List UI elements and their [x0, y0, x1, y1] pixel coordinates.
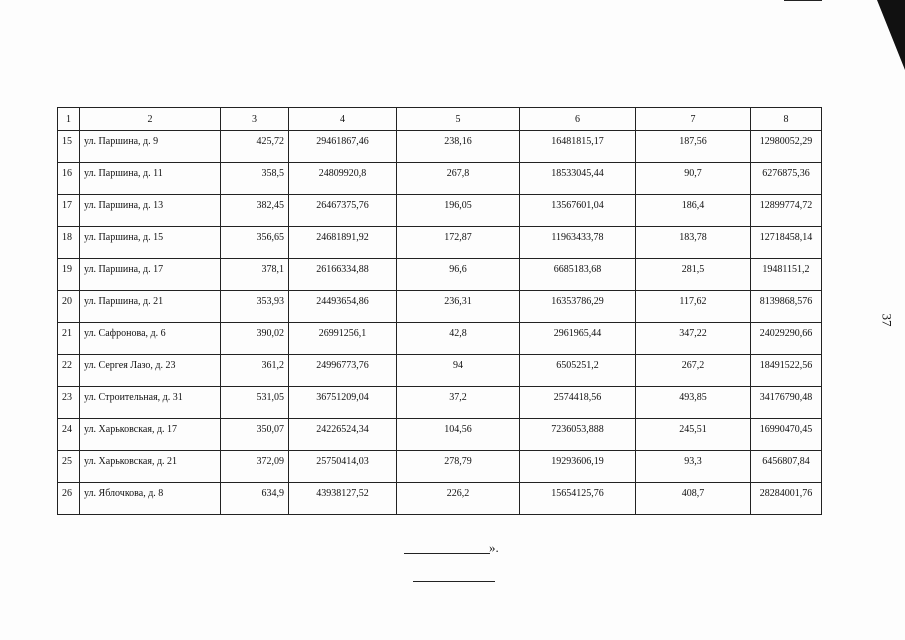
row-number: 16 — [58, 163, 80, 195]
value-cell: 382,45 — [221, 195, 289, 227]
row-number: 23 — [58, 387, 80, 419]
address-cell: ул. Паршина, д. 9 — [80, 131, 221, 163]
table-row — [58, 483, 822, 515]
value-cell: 493,85 — [636, 387, 751, 419]
value-cell: 7236053,888 — [520, 419, 636, 451]
value-cell: 408,7 — [636, 483, 751, 515]
value-cell: 2961965,44 — [520, 323, 636, 355]
value-cell: 8139868,576 — [751, 291, 822, 323]
value-cell: 196,05 — [397, 195, 520, 227]
value-cell: 104,56 — [397, 419, 520, 451]
value-cell: 238,16 — [397, 131, 520, 163]
address-cell: ул. Паршина, д. 13 — [80, 195, 221, 227]
table-row — [58, 291, 822, 323]
value-cell: 278,79 — [397, 451, 520, 483]
data-table — [57, 107, 822, 515]
value-cell: 6456807,84 — [751, 451, 822, 483]
value-cell: 19293606,19 — [520, 451, 636, 483]
value-cell: 245,51 — [636, 419, 751, 451]
value-cell: 350,07 — [221, 419, 289, 451]
value-cell: 281,5 — [636, 259, 751, 291]
row-number: 17 — [58, 195, 80, 227]
header-cell-1: 1 — [58, 108, 80, 131]
value-cell: 96,6 — [397, 259, 520, 291]
header-cell-8: 8 — [751, 108, 822, 131]
value-cell: 390,02 — [221, 323, 289, 355]
value-cell: 6276875,36 — [751, 163, 822, 195]
header-cell-4: 4 — [289, 108, 397, 131]
table-row — [58, 355, 822, 387]
value-cell: 24029290,66 — [751, 323, 822, 355]
value-cell: 11963433,78 — [520, 227, 636, 259]
value-cell: 16990470,45 — [751, 419, 822, 451]
value-cell: 2574418,56 — [520, 387, 636, 419]
value-cell: 6685183,68 — [520, 259, 636, 291]
value-cell: 378,1 — [221, 259, 289, 291]
row-number: 19 — [58, 259, 80, 291]
value-cell: 36751209,04 — [289, 387, 397, 419]
header-cell-5: 5 — [397, 108, 520, 131]
footer-closing-quote: ». — [489, 540, 499, 555]
value-cell: 226,2 — [397, 483, 520, 515]
value-cell: 425,72 — [221, 131, 289, 163]
value-cell: 24996773,76 — [289, 355, 397, 387]
value-cell: 531,05 — [221, 387, 289, 419]
table-row — [58, 259, 822, 291]
address-cell: ул. Паршина, д. 21 — [80, 291, 221, 323]
table-row — [58, 163, 822, 195]
row-number: 26 — [58, 483, 80, 515]
value-cell: 356,65 — [221, 227, 289, 259]
value-cell: 26166334,88 — [289, 259, 397, 291]
value-cell: 186,4 — [636, 195, 751, 227]
row-number: 22 — [58, 355, 80, 387]
header-cell-3: 3 — [221, 108, 289, 131]
address-cell: ул. Паршина, д. 11 — [80, 163, 221, 195]
address-cell: ул. Яблочкова, д. 8 — [80, 483, 221, 515]
address-cell: ул. Сергея Лазо, д. 23 — [80, 355, 221, 387]
header-cell-6: 6 — [520, 108, 636, 131]
value-cell: 26991256,1 — [289, 323, 397, 355]
value-cell: 361,2 — [221, 355, 289, 387]
table-row — [58, 451, 822, 483]
address-cell: ул. Сафронова, д. 6 — [80, 323, 221, 355]
footer-blank-line — [404, 553, 490, 554]
value-cell: 24809920,8 — [289, 163, 397, 195]
table-header-row — [58, 108, 822, 131]
row-number: 15 — [58, 131, 80, 163]
value-cell: 358,5 — [221, 163, 289, 195]
address-cell: ул. Харьковская, д. 17 — [80, 419, 221, 451]
value-cell: 24681891,92 — [289, 227, 397, 259]
value-cell: 28284001,76 — [751, 483, 822, 515]
value-cell: 12980052,29 — [751, 131, 822, 163]
address-cell: ул. Паршина, д. 17 — [80, 259, 221, 291]
value-cell: 187,56 — [636, 131, 751, 163]
table-body — [58, 131, 822, 515]
value-cell: 26467375,76 — [289, 195, 397, 227]
value-cell: 34176790,48 — [751, 387, 822, 419]
value-cell: 16481815,17 — [520, 131, 636, 163]
value-cell: 372,09 — [221, 451, 289, 483]
value-cell: 353,93 — [221, 291, 289, 323]
row-number: 18 — [58, 227, 80, 259]
header-cell-2: 2 — [80, 108, 221, 131]
address-cell: ул. Строительная, д. 31 — [80, 387, 221, 419]
table-row — [58, 195, 822, 227]
value-cell: 90,7 — [636, 163, 751, 195]
table-row — [58, 131, 822, 163]
header-cell-7: 7 — [636, 108, 751, 131]
value-cell: 267,2 — [636, 355, 751, 387]
value-cell: 94 — [397, 355, 520, 387]
value-cell: 6505251,2 — [520, 355, 636, 387]
value-cell: 43938127,52 — [289, 483, 397, 515]
row-number: 24 — [58, 419, 80, 451]
table-row — [58, 387, 822, 419]
value-cell: 634,9 — [221, 483, 289, 515]
top-rule — [784, 0, 822, 1]
value-cell: 25750414,03 — [289, 451, 397, 483]
footer-separator-line — [413, 581, 495, 582]
value-cell: 24226524,34 — [289, 419, 397, 451]
value-cell: 236,31 — [397, 291, 520, 323]
row-number: 20 — [58, 291, 80, 323]
row-number: 25 — [58, 451, 80, 483]
address-cell: ул. Харьковская, д. 21 — [80, 451, 221, 483]
value-cell: 19481151,2 — [751, 259, 822, 291]
value-cell: 42,8 — [397, 323, 520, 355]
value-cell: 29461867,46 — [289, 131, 397, 163]
value-cell: 347,22 — [636, 323, 751, 355]
value-cell: 117,62 — [636, 291, 751, 323]
value-cell: 24493654,86 — [289, 291, 397, 323]
table-row — [58, 227, 822, 259]
table-row — [58, 419, 822, 451]
row-number: 21 — [58, 323, 80, 355]
value-cell: 15654125,76 — [520, 483, 636, 515]
page-number: 37 — [879, 313, 895, 327]
scan-corner-shadow — [877, 0, 905, 70]
value-cell: 267,8 — [397, 163, 520, 195]
value-cell: 13567601,04 — [520, 195, 636, 227]
value-cell: 12718458,14 — [751, 227, 822, 259]
value-cell: 12899774,72 — [751, 195, 822, 227]
value-cell: 172,87 — [397, 227, 520, 259]
value-cell: 16353786,29 — [520, 291, 636, 323]
value-cell: 183,78 — [636, 227, 751, 259]
value-cell: 18533045,44 — [520, 163, 636, 195]
address-cell: ул. Паршина, д. 15 — [80, 227, 221, 259]
table-row — [58, 323, 822, 355]
value-cell: 93,3 — [636, 451, 751, 483]
value-cell: 18491522,56 — [751, 355, 822, 387]
value-cell: 37,2 — [397, 387, 520, 419]
